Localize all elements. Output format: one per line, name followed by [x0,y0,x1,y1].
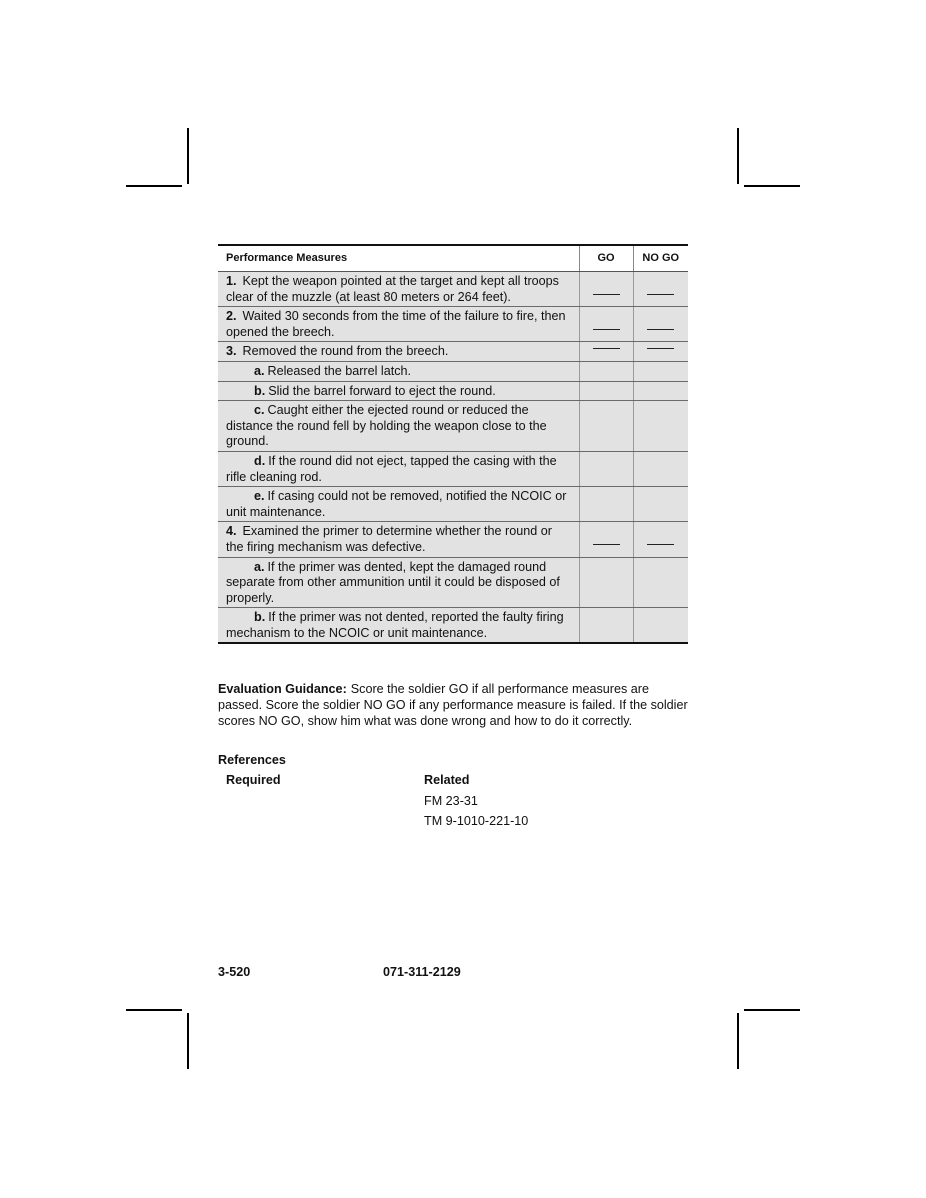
table-row [218,451,688,486]
go-cell [579,451,633,486]
no-go-cell [633,522,688,557]
table-row [218,487,688,522]
crop-mark [744,185,800,187]
crop-mark [737,1013,739,1069]
go-blank[interactable] [593,329,620,330]
no-go-cell [633,557,688,608]
task-number: 071-311-2129 [383,965,461,979]
references-heading: References [218,753,286,767]
go-blank[interactable] [593,544,620,545]
table-row [218,361,688,381]
performance-measure [218,522,579,557]
no-go-cell [633,401,688,452]
evaluation-guidance [218,681,690,729]
measure-text: Examined the primer to determine whether the round or the firing mechanism was defective. [226,524,552,554]
no-go-cell [633,608,688,644]
table-row [218,381,688,401]
crop-mark [744,1009,800,1011]
evaluation-guidance-text: Score the soldier GO if all performance measures are passed. Score the soldier NO GO if any performance measure is failed. If the soldier scores NO GO, show him what was done wrong and how to do it correctly. [218,682,688,728]
no-go-cell [633,361,688,381]
performance-measure [218,361,579,381]
table-row [218,522,688,557]
header-no-go: NO GO [633,245,688,272]
reference-item: TM 9-1010-221-10 [424,814,529,828]
table-body [218,272,688,644]
step-number: 2. [226,309,237,324]
substep-letter: c. [254,403,265,418]
measure-text: Released the barrel latch. [267,363,412,378]
measure-text: If the primer was dented, kept the damaged round separate from other ammunition until it could be disposed of properly. [226,559,560,605]
go-cell [579,487,633,522]
no-go-cell [633,487,688,522]
no-go-blank[interactable] [647,294,674,295]
table-row [218,557,688,608]
no-go-cell [633,451,688,486]
performance-measures-table [218,244,688,644]
performance-measure [218,307,579,342]
performance-measure [218,487,579,522]
table-row [218,272,688,307]
no-go-cell [633,272,688,307]
table-row [218,307,688,342]
go-cell [579,272,633,307]
performance-measure [218,608,579,644]
substep-letter: e. [254,489,265,504]
table-header-row [218,245,688,272]
measure-text: If the round did not eject, tapped the casing with the rifle cleaning rod. [226,453,557,484]
substep-letter: d. [254,453,266,468]
performance-measure [218,381,579,401]
crop-mark [187,128,189,184]
substep-letter: a. [254,559,265,574]
no-go-blank[interactable] [647,329,674,330]
measure-text: Removed the round from the breech. [242,344,449,359]
go-cell [579,557,633,608]
crop-mark [126,1009,182,1011]
crop-mark [187,1013,189,1069]
no-go-cell [633,342,688,362]
no-go-cell [633,307,688,342]
go-cell [579,401,633,452]
go-cell [579,381,633,401]
crop-mark [126,185,182,187]
go-cell [579,522,633,557]
reference-item: FM 23-31 [424,794,478,808]
no-go-cell [633,381,688,401]
table-row [218,401,688,452]
step-number: 3. [226,344,237,359]
measure-text: If casing could not be removed, notified the NCOIC or unit maintenance. [226,489,567,519]
measure-text: Caught either the ejected round or reduced the distance the round fell by holding the weapon close to the ground. [226,403,547,449]
performance-measure [218,342,579,362]
go-blank[interactable] [593,294,620,295]
header-go: GO [579,245,633,272]
performance-measure [218,557,579,608]
references-required-label: Required [226,773,281,787]
go-cell [579,307,633,342]
substep-letter: a. [254,363,265,378]
substep-letter: b. [254,610,266,625]
references-related-label: Related [424,773,470,787]
step-number: 4. [226,524,237,539]
no-go-blank[interactable] [647,544,674,545]
go-cell [579,361,633,381]
performance-measure [218,401,579,452]
no-go-blank[interactable] [647,348,674,349]
substep-letter: b. [254,383,266,398]
page-number: 3-520 [218,965,251,979]
table-row [218,608,688,644]
performance-measure [218,272,579,307]
table-row [218,342,688,362]
go-cell [579,608,633,644]
go-cell [579,342,633,362]
performance-measure [218,451,579,486]
measure-text: Kept the weapon pointed at the target and kept all troops clear of the muzzle (at least 80 meters or 264 feet). [226,274,559,304]
go-blank[interactable] [593,348,620,349]
step-number: 1. [226,274,237,288]
measure-text: If the primer was not dented, reported the faulty firing mechanism to the NCOIC or unit maintenance. [226,610,564,640]
evaluation-guidance-label: Evaluation Guidance: [218,682,347,696]
header-performance-measures: Performance Measures [218,245,579,272]
crop-mark [737,128,739,184]
measure-text: Slid the barrel forward to eject the round. [268,383,496,398]
measure-text: Waited 30 seconds from the time of the failure to fire, then opened the breech. [226,309,566,339]
